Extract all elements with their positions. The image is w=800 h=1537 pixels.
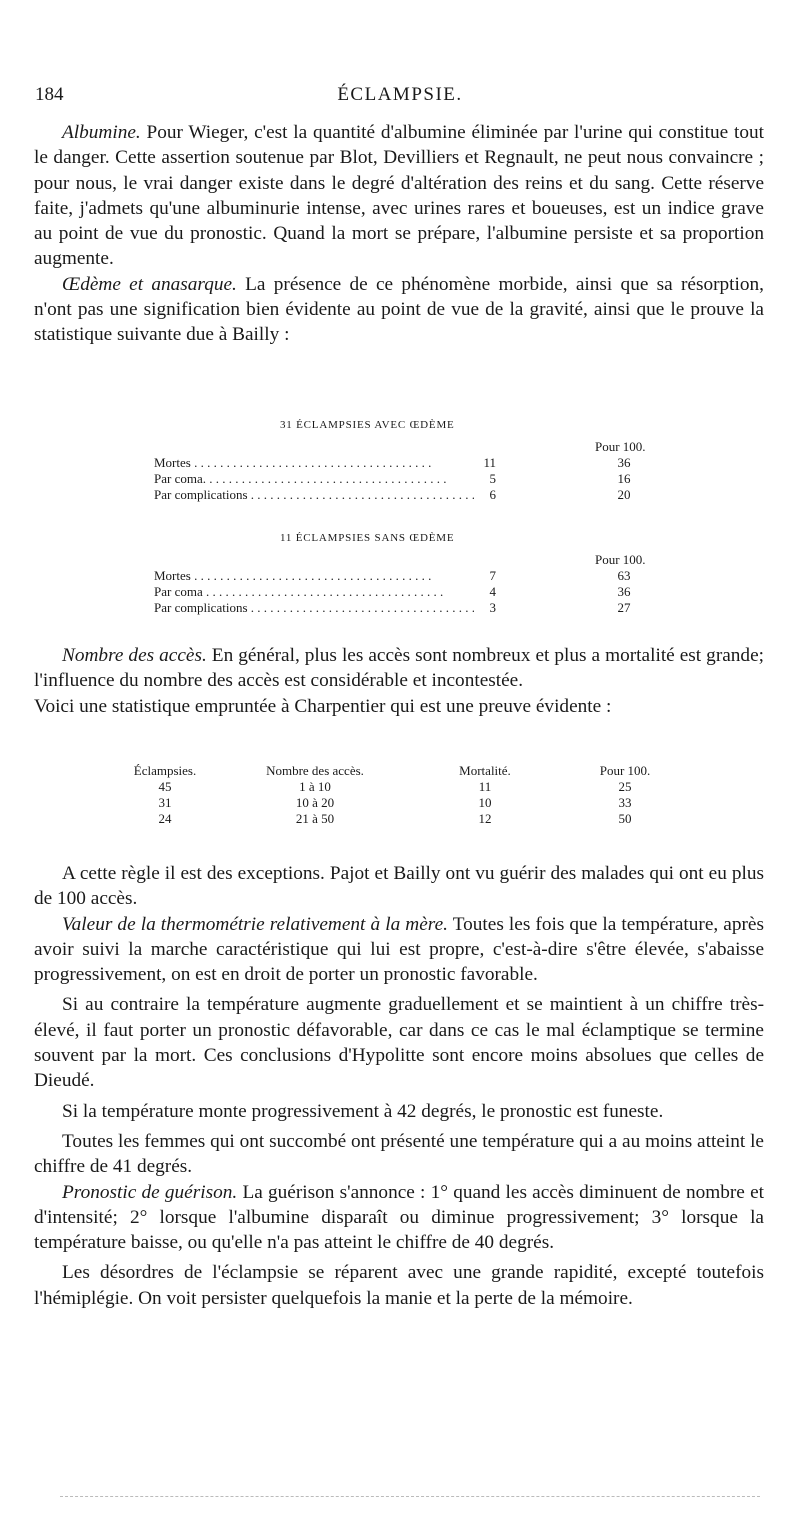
row-percent: 27 bbox=[617, 600, 631, 615]
table-cell: 33 bbox=[618, 795, 632, 810]
row-label: Mortes . . . bbox=[154, 568, 474, 584]
table-row bbox=[154, 584, 674, 600]
row-percent: 36 bbox=[617, 584, 631, 599]
paragraph-lead: Pronostic de guérison. bbox=[62, 1181, 238, 1203]
page-bottom-rule bbox=[60, 1496, 760, 1497]
row-percent: 20 bbox=[617, 487, 631, 502]
paragraph-contraire: Si au contraire la température augmente graduellement et se maintient à un chiffre très-élevé, il faut porter un pronostic défavorable, car dans ce cas le mal éclamptique se termine souvent par la mort. Ces conclusions d'Hypolitte sont encore moins absolues que celles de Dieudé. bbox=[34, 994, 764, 1092]
charpentier-table bbox=[115, 763, 675, 827]
text-block-2 bbox=[34, 643, 764, 719]
row-count: 4 bbox=[474, 584, 496, 600]
paragraph-regle: A cette règle il est des exceptions. Pajot et Bailly ont vu guérir des malades qui ont eu plus de 100 accès. bbox=[34, 863, 764, 910]
page-number: 184 bbox=[35, 84, 64, 105]
table-row bbox=[115, 779, 675, 795]
table-row bbox=[115, 811, 675, 827]
paragraph-lead: Valeur de la thermométrie relativement à la mère. bbox=[62, 913, 448, 935]
row-count: 7 bbox=[474, 568, 496, 584]
stats-sans-pour: Pour 100. bbox=[595, 552, 646, 567]
paragraph-text: La guérison s'annonce : 1° quand les accès diminuent de nombre et d'intensité; 2° lorsque l'albumine disparaît ou diminue progressivement; 3° lorsque la température baisse, ou qu'elle n'a pas atteint le chiffre de 40 degrés. bbox=[34, 1181, 764, 1254]
row-percent: 63 bbox=[617, 568, 631, 583]
paragraph-monte: Si la température monte progressivement à 42 degrés, le pronostic est funeste. bbox=[62, 1100, 664, 1122]
text-block-1 bbox=[34, 120, 764, 348]
paragraph-nombre bbox=[34, 643, 764, 694]
paragraph-albumine bbox=[34, 120, 764, 272]
column-header: Nombre des accès. bbox=[266, 763, 364, 778]
table-header-row bbox=[115, 763, 675, 779]
row-label: Par complications . . . bbox=[154, 600, 474, 616]
table-cell: 10 bbox=[478, 795, 492, 810]
row-label: Par coma. . . . bbox=[154, 471, 474, 487]
row-count: 11 bbox=[474, 455, 496, 471]
table-cell: 25 bbox=[618, 779, 632, 794]
table-cell: 21 à 50 bbox=[295, 811, 335, 826]
stats-avec-title: 31 ÉCLAMPSIES AVEC ŒDÈME bbox=[280, 419, 455, 431]
paragraph-femmes: Toutes les femmes qui ont succombé ont présenté une température qui a au moins atteint le chiffre de 41 degrés. bbox=[34, 1130, 764, 1178]
stats-avec-table bbox=[154, 455, 674, 503]
paragraph-lead: Albumine. bbox=[62, 122, 141, 143]
stats-sans-title: 11 ÉCLAMPSIES SANS ŒDÈME bbox=[280, 532, 455, 544]
stats-avec-pour: Pour 100. bbox=[595, 439, 646, 454]
row-percent: 16 bbox=[617, 471, 631, 486]
table-cell: 1 à 10 bbox=[299, 779, 331, 794]
table-row bbox=[115, 795, 675, 811]
table-cell: 12 bbox=[478, 811, 492, 826]
paragraph-text: La présence de ce phénomène morbide, ainsi que sa résorption, n'ont pas une signification bien évidente au point de vue de la gravité, ainsi que le prouve la statistique suivante due à Bailly : bbox=[34, 273, 765, 346]
running-header bbox=[35, 84, 765, 108]
column-header: Éclampsies. bbox=[133, 763, 197, 778]
text-block-3 bbox=[34, 861, 764, 1311]
running-title: ÉCLAMPSIE. bbox=[337, 84, 463, 105]
row-label: Par coma . . . bbox=[154, 584, 474, 600]
paragraph-pronostic bbox=[34, 1180, 764, 1256]
paragraph-oedeme bbox=[34, 272, 764, 348]
table-cell: 24 bbox=[158, 811, 172, 826]
table-row bbox=[154, 487, 674, 503]
paragraph-lead: Nombre des accès. bbox=[62, 645, 207, 666]
row-label: Par complications . . . bbox=[154, 487, 474, 503]
paragraph-text: Toutes les fois que la température, après avoir suivi la marche caractéristique qui lui est propre, c'est-à-dire s'être élevée, s'abaisse progressivement, on est en droit de porter un pronostic favorable. bbox=[34, 913, 764, 986]
table-cell: 31 bbox=[158, 795, 172, 810]
row-percent: 36 bbox=[617, 455, 631, 470]
table-row bbox=[154, 600, 674, 616]
paragraph-desordres: Les désordres de l'éclampsie se réparent avec une grande rapidité, excepté toutefois l'hémiplégie. On voit persister quelquefois la manie et la perte de la mémoire. bbox=[34, 1262, 764, 1309]
row-count: 3 bbox=[474, 600, 496, 616]
column-header: Mortalité. bbox=[459, 763, 511, 778]
paragraph-lead: Œdème et anasarque. bbox=[62, 273, 237, 295]
table-cell: 45 bbox=[158, 779, 172, 794]
paragraph-text: Pour Wieger, c'est la quantité d'albumine éliminée par l'urine qui constitue tout le danger. Cette assertion soutenue par Blot, Devilliers et Regnault, ne peut nous convaincre ; pour nous, le vrai danger existe dans le degré d'altération des reins et du sang. Cette réserve faite, j'admets qu'une albuminurie intense, avec urines rares et boueuses, est un indice grave au point de vue du pronostic. Quand la mort se prépare, l'albumine persiste et sa proportion augmente. bbox=[34, 122, 764, 270]
stats-sans-table bbox=[154, 568, 674, 616]
table-row bbox=[154, 471, 674, 487]
row-label: Mortes . . . bbox=[154, 455, 474, 471]
table-row bbox=[154, 455, 674, 471]
table-cell: 11 bbox=[478, 779, 492, 794]
table-row bbox=[154, 568, 674, 584]
table-cell: 50 bbox=[618, 811, 632, 826]
paragraph-valeur bbox=[34, 912, 764, 988]
row-count: 6 bbox=[474, 487, 496, 503]
row-count: 5 bbox=[474, 471, 496, 487]
table-cell: 10 à 20 bbox=[295, 795, 335, 810]
column-header: Pour 100. bbox=[599, 763, 651, 778]
paragraph-text: En général, plus les accès sont nombreux et plus a mortalité est grande; l'influence du nombre des accès est considérable et incontestée. bbox=[34, 645, 764, 692]
paragraph-voici: Voici une statistique empruntée à Charpentier qui est une preuve évidente : bbox=[34, 695, 612, 717]
